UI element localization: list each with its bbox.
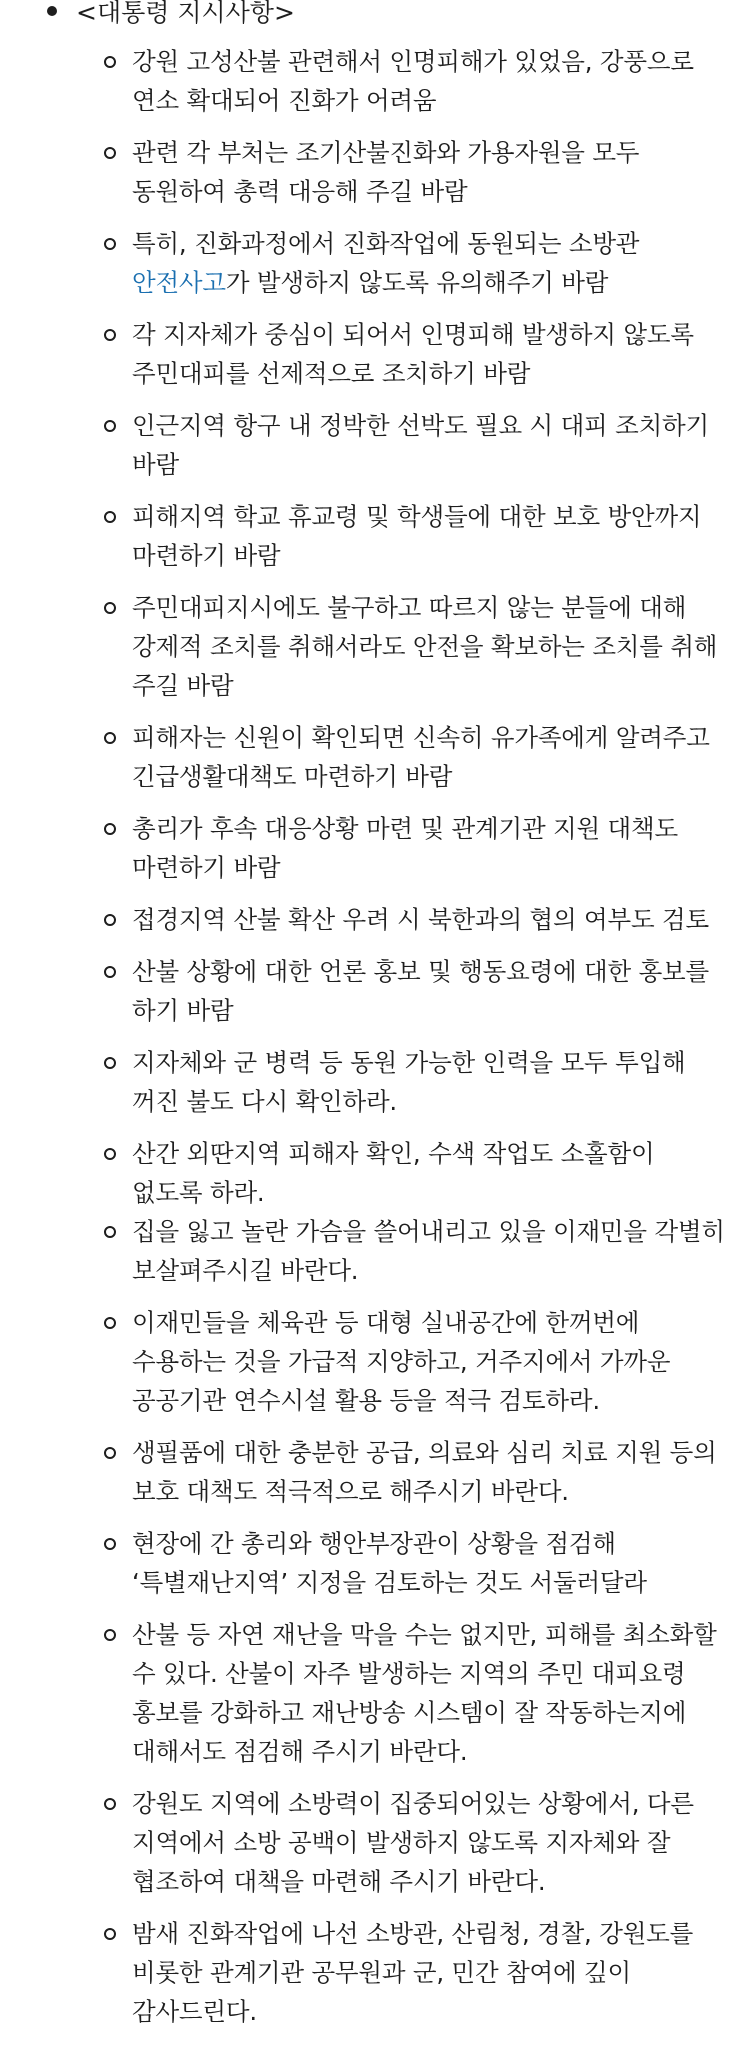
bullet-circle-icon [104,1226,116,1238]
bullet-circle-icon [104,1538,116,1550]
list-item-text: 총리가 후속 대응상황 마련 및 관계기관 지원 대책도 마련하기 바람 [132,814,678,882]
list-item [76,42,748,120]
list-item-text: 접경지역 산불 확산 우려 시 북한과의 협의 여부도 검토 [132,905,709,934]
list-item [76,952,748,1030]
directive-list [76,42,748,2031]
list-item [76,133,748,211]
list-item [76,1914,748,2031]
list-item-text: 현장에 간 총리와 행안부장관이 상황을 점검해 ‘특별재난지역’ 지정을 검토하는 것도 서둘러달라 [132,1529,647,1597]
list-item [76,809,748,887]
list-item [76,718,748,796]
bullet-circle-icon [104,966,116,978]
bullet-circle-icon [104,823,116,835]
list-item-text: 산불 등 자연 재난을 막을 수는 없지만, 피해를 최소화할 수 있다. 산불이 자주 발생하는 지역의 주민 대피요령 홍보를 강화하고 재난방송 시스템이 잘 작동하는지에 대해서도 점검해 주시기 바란다. [132,1620,717,1766]
list-item-text: 산간 외딴지역 피해자 확인, 수색 작업도 소홀함이 없도록 하라. [132,1139,655,1207]
list-item-text: 강원도 지역에 소방력이 집중되어있는 상황에서, 다른 지역에서 소방 공백이 발생하지 않도록 지자체와 잘 협조하여 대책을 마련해 주시기 바란다. [132,1789,694,1896]
list-item [76,1524,748,1602]
bullet-circle-icon [104,56,116,68]
list-item-text: 피해자는 신원이 확인되면 신속히 유가족에게 알려주고 긴급생활대책도 마련하기 바람 [132,723,710,791]
list-item [76,1784,748,1901]
section-heading: <대통령 지시사항> [76,0,295,27]
bullet-circle-icon [104,147,116,159]
list-item-text: 피해지역 학교 휴교령 및 학생들에 대한 보호 방안까지 마련하기 바람 [132,502,702,570]
list-item-text: 이재민들을 체육관 등 대형 실내공간에 한꺼번에 수용하는 것을 가급적 지양하고, 거주지에서 가까운 공공기관 연수시설 활용 등을 적극 검토하라. [132,1308,671,1415]
list-item [76,1433,748,1511]
list-item-text-after: 가 발생하지 않도록 유의해주기 바람 [225,268,609,297]
bullet-circle-icon [104,1928,116,1940]
list-item [76,1043,748,1121]
list-item-text: 강원 고성산불 관련해서 인명피해가 있었음, 강풍으로 연소 확대되어 진화가 어려움 [132,47,694,115]
list-item [76,1303,748,1420]
list-item [76,406,748,484]
list-item-text: 인근지역 항구 내 정박한 선박도 필요 시 대피 조치하기 바람 [132,411,709,479]
bullet-disc-icon [47,6,57,16]
list-item-text: 주민대피지시에도 불구하고 따르지 않는 분들에 대해 강제적 조치를 취해서라도 안전을 확보하는 조치를 취해 주길 바람 [132,593,718,700]
list-item-text: 집을 잃고 놀란 가슴을 쓸어내리고 있을 이재민을 각별히 보살펴주시길 바란다. [132,1217,725,1285]
safety-accident-link[interactable]: 안전사고 [132,268,226,297]
list-item [76,900,748,939]
list-item-text: 산불 상황에 대한 언론 홍보 및 행동요령에 대한 홍보를 하기 바람 [132,957,709,1025]
list-item [76,588,748,705]
list-item-text: 각 지자체가 중심이 되어서 인명피해 발생하지 않도록 주민대피를 선제적으로 조치하기 바람 [132,320,694,388]
bullet-circle-icon [104,1148,116,1160]
bullet-circle-icon [104,602,116,614]
list-item [76,224,748,302]
list-item-text [132,229,639,297]
bullet-circle-icon [104,732,116,744]
bullet-circle-icon [104,329,116,341]
list-item-text: 관련 각 부처는 조기산불진화와 가용자원을 모두 동원하여 총력 대응해 주길 바람 [132,138,640,206]
bullet-circle-icon [104,1317,116,1329]
bullet-circle-icon [104,1798,116,1810]
list-item [76,315,748,393]
list-item-text-before: 특히, 진화과정에서 진화작업에 동원되는 소방관 [132,229,640,258]
bullet-circle-icon [104,420,116,432]
bullet-circle-icon [104,511,116,523]
list-item [76,1134,748,1212]
bullet-circle-icon [104,1057,116,1069]
list-item [76,1212,748,1290]
list-item-text: 지자체와 군 병력 등 동원 가능한 인력을 모두 투입해 꺼진 불도 다시 확인하라. [132,1048,686,1116]
list-item [76,497,748,575]
bullet-circle-icon [104,1629,116,1641]
bullet-circle-icon [104,914,116,926]
bullet-circle-icon [104,238,116,250]
bullet-circle-icon [104,1447,116,1459]
list-item-text: 생필품에 대한 충분한 공급, 의료와 심리 치료 지원 등의 보호 대책도 적극적으로 해주시기 바란다. [132,1438,717,1506]
list-item [76,1615,748,1771]
list-item-text: 밤새 진화작업에 나선 소방관, 산림청, 경찰, 강원도를 비롯한 관계기관 공무원과 군, 민간 참여에 깊이 감사드린다. [132,1919,694,2026]
